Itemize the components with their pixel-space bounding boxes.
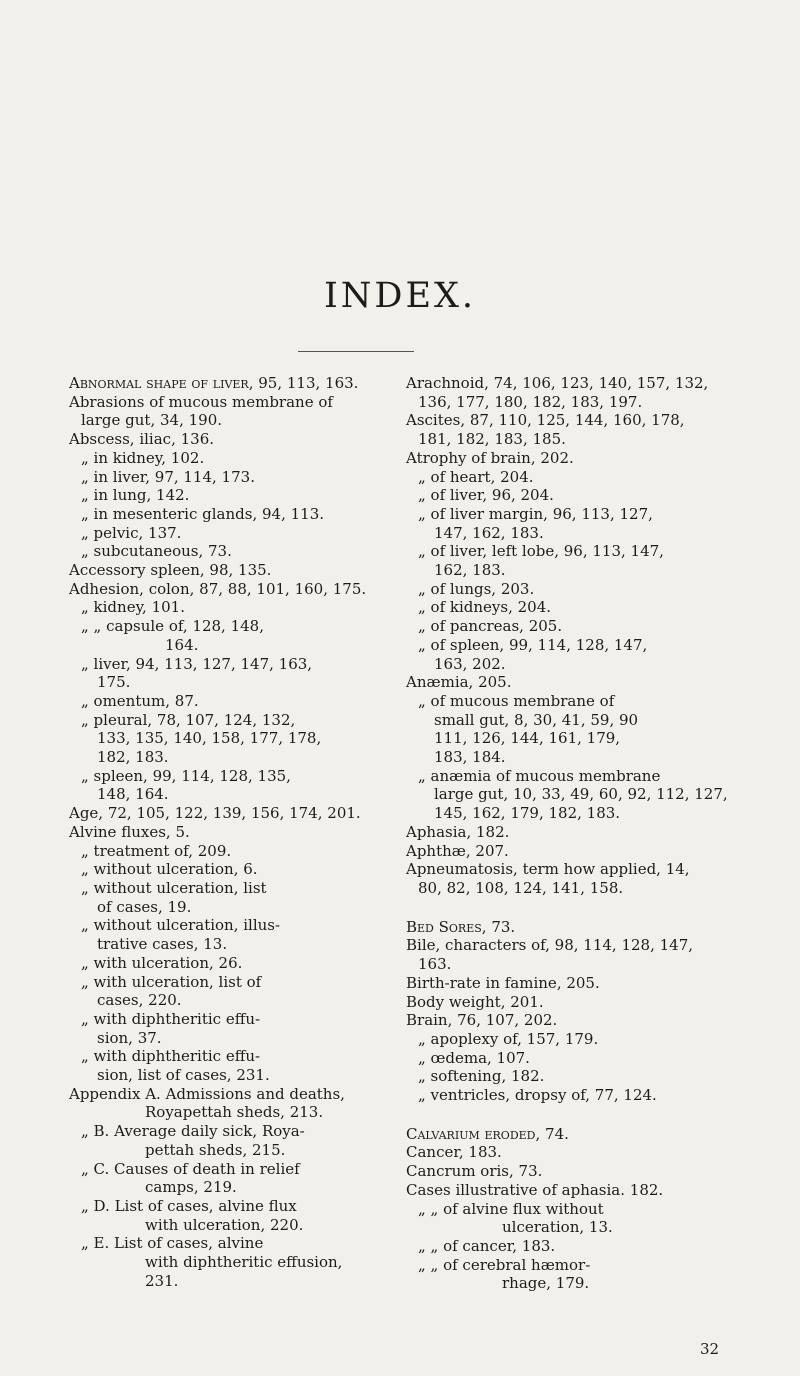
index-entry: Calvarium eroded, 74.	[406, 1124, 569, 1143]
index-entry: Accessory spleen, 98, 135.	[69, 561, 272, 580]
index-entry: pettah sheds, 215.	[145, 1140, 286, 1159]
index-entry: „ „ of alvine flux without	[418, 1199, 604, 1218]
index-entry: Body weight, 201.	[406, 992, 544, 1011]
index-entry: Apneumatosis, term how applied, 14,	[406, 860, 690, 879]
section-gap	[406, 898, 734, 918]
index-entry: „ pelvic, 137.	[81, 523, 182, 542]
index-entry: of cases, 19.	[97, 897, 192, 916]
index-entry: large gut, 10, 33, 49, 60, 92, 112, 127,	[434, 785, 728, 804]
index-entry: Bed Sores, 73.	[406, 917, 516, 936]
index-entry: 231.	[145, 1271, 179, 1290]
index-entry: 147, 162, 183.	[434, 523, 544, 542]
index-entry: „ of mucous membrane of	[418, 691, 615, 710]
index-entry: „ without ulceration, 6.	[81, 860, 258, 879]
index-entry: Atrophy of brain, 202.	[406, 448, 574, 467]
index-entry: large gut, 34, 190.	[81, 411, 223, 430]
index-entry: „ with ulceration, 26.	[81, 953, 243, 972]
index-entry: „ with ulceration, list of	[81, 972, 262, 991]
index-entry: „ of spleen, 99, 114, 128, 147,	[418, 635, 648, 654]
index-entry: 133, 135, 140, 158, 177, 178,	[97, 729, 322, 748]
index-entry: „ softening, 182.	[418, 1067, 545, 1086]
index-entry: 163, 202.	[434, 654, 506, 673]
index-entry: „ of pancreas, 205.	[418, 617, 563, 636]
index-entry: „ kidney, 101.	[81, 598, 185, 617]
index-entry: Alvine fluxes, 5.	[69, 822, 190, 841]
index-entry: „ of liver, left lobe, 96, 113, 147,	[418, 542, 664, 561]
index-entry: „ with diphtheritic effu-	[81, 1047, 261, 1066]
index-entry: „ ventricles, dropsy of, 77, 124.	[418, 1086, 657, 1105]
index-entry: Bile, characters of, 98, 114, 128, 147,	[406, 936, 694, 955]
index-entry: „ omentum, 87.	[81, 691, 199, 710]
index-entry: Birth-rate in famine, 205.	[406, 973, 600, 992]
index-entry: „ C. Causes of death in relief	[81, 1159, 300, 1178]
index-entry: „ without ulceration, list	[81, 878, 267, 897]
index-entry: „ B. Average daily sick, Roya-	[81, 1122, 305, 1141]
index-entry: sion, list of cases, 231.	[97, 1066, 270, 1085]
index-entry: „ anæmia of mucous membrane	[418, 766, 661, 785]
index-entry: 111, 126, 144, 161, 179,	[434, 729, 621, 748]
index-column-right	[406, 374, 734, 1293]
index-entry: Royapettah sheds, 213.	[145, 1103, 324, 1122]
index-entry: „ liver, 94, 113, 127, 147, 163,	[81, 654, 313, 673]
index-entry: „ „ of cerebral hæmor-	[418, 1255, 591, 1274]
index-entry: „ treatment of, 209.	[81, 841, 232, 860]
index-entry: 164.	[165, 635, 199, 654]
index-entry: 183, 184.	[434, 748, 506, 767]
index-entry: „ of heart, 204.	[418, 467, 534, 486]
index-entry: Appendix A. Admissions and deaths,	[69, 1084, 345, 1103]
page-number: 32	[700, 1340, 720, 1358]
index-entry: „ in liver, 97, 114, 173.	[81, 467, 255, 486]
index-column-left	[69, 374, 383, 1290]
index-entry: „ „ of cancer, 183.	[418, 1236, 556, 1255]
page-title: INDEX.	[323, 276, 477, 316]
index-entry: „ pleural, 78, 107, 124, 132,	[81, 710, 296, 729]
index-entry: „ in kidney, 102.	[81, 448, 205, 467]
index-entry: Abrasions of mucous membrane of	[69, 392, 333, 411]
index-entry: 145, 162, 179, 182, 183.	[434, 804, 621, 823]
index-entry: 182, 183.	[97, 748, 169, 767]
index-entry: „ of liver margin, 96, 113, 127,	[418, 504, 653, 523]
index-entry: „ of liver, 96, 204.	[418, 486, 554, 505]
index-entry: ulceration, 13.	[502, 1218, 613, 1237]
index-entry: Ascites, 87, 110, 125, 144, 160, 178,	[406, 411, 685, 430]
index-entry: 148, 164.	[97, 785, 169, 804]
index-entry: „ subcutaneous, 73.	[81, 542, 232, 561]
index-entry: Abscess, iliac, 136.	[69, 430, 215, 449]
index-entry: „ apoplexy of, 157, 179.	[418, 1029, 599, 1048]
title-rule	[298, 351, 414, 352]
index-entry: „ „ capsule of, 128, 148,	[81, 617, 264, 636]
index-entry: small gut, 8, 30, 41, 59, 90	[434, 710, 639, 729]
index-entry: „ E. List of cases, alvine	[81, 1234, 264, 1253]
index-entry: Cancer, 183.	[406, 1143, 502, 1162]
index-entry: „ spleen, 99, 114, 128, 135,	[81, 766, 291, 785]
index-entry: „ œdema, 107.	[418, 1048, 530, 1067]
index-entry: with ulceration, 220.	[145, 1215, 304, 1234]
index-entry: 175.	[97, 673, 131, 692]
index-entry: Cancrum oris, 73.	[406, 1162, 543, 1181]
index-entry: rhage, 179.	[502, 1274, 590, 1293]
index-entry: trative cases, 13.	[97, 935, 228, 954]
index-entry: 136, 177, 180, 182, 183, 197.	[418, 392, 643, 411]
index-entry: with diphtheritic effusion,	[145, 1253, 343, 1272]
index-entry: 162, 183.	[434, 561, 506, 580]
index-entry: 163.	[418, 955, 452, 974]
index-entry: „ of kidneys, 204.	[418, 598, 552, 617]
index-entry: Arachnoid, 74, 106, 123, 140, 157, 132,	[406, 374, 709, 392]
index-entry: sion, 37.	[97, 1028, 162, 1047]
index-entry: Anæmia, 205.	[406, 673, 512, 692]
index-entry: Aphasia, 182.	[406, 822, 510, 841]
index-entry: „ in lung, 142.	[81, 486, 190, 505]
index-entry: „ D. List of cases, alvine flux	[81, 1196, 297, 1215]
index-entry: „ with diphtheritic effu-	[81, 1009, 261, 1028]
index-entry: Abnormal shape of liver, 95, 113, 163.	[69, 374, 359, 392]
index-entry: „ of lungs, 203.	[418, 579, 535, 598]
index-entry: Aphthæ, 207.	[406, 841, 509, 860]
index-entry: „ in mesenteric glands, 94, 113.	[81, 504, 325, 523]
index-entry: „ without ulceration, illus-	[81, 916, 281, 935]
index-entry: 181, 182, 183, 185.	[418, 430, 566, 449]
index-entry: cases, 220.	[97, 991, 182, 1010]
index-entry: Brain, 76, 107, 202.	[406, 1011, 558, 1030]
index-entry: camps, 219.	[145, 1178, 237, 1197]
index-entry: Cases illustrative of aphasia. 182.	[406, 1180, 664, 1199]
index-entry: Adhesion, colon, 87, 88, 101, 160, 175.	[69, 579, 367, 598]
index-entry: 80, 82, 108, 124, 141, 158.	[418, 878, 624, 897]
section-gap	[406, 1105, 734, 1125]
index-entry: Age, 72, 105, 122, 139, 156, 174, 201.	[69, 804, 361, 823]
